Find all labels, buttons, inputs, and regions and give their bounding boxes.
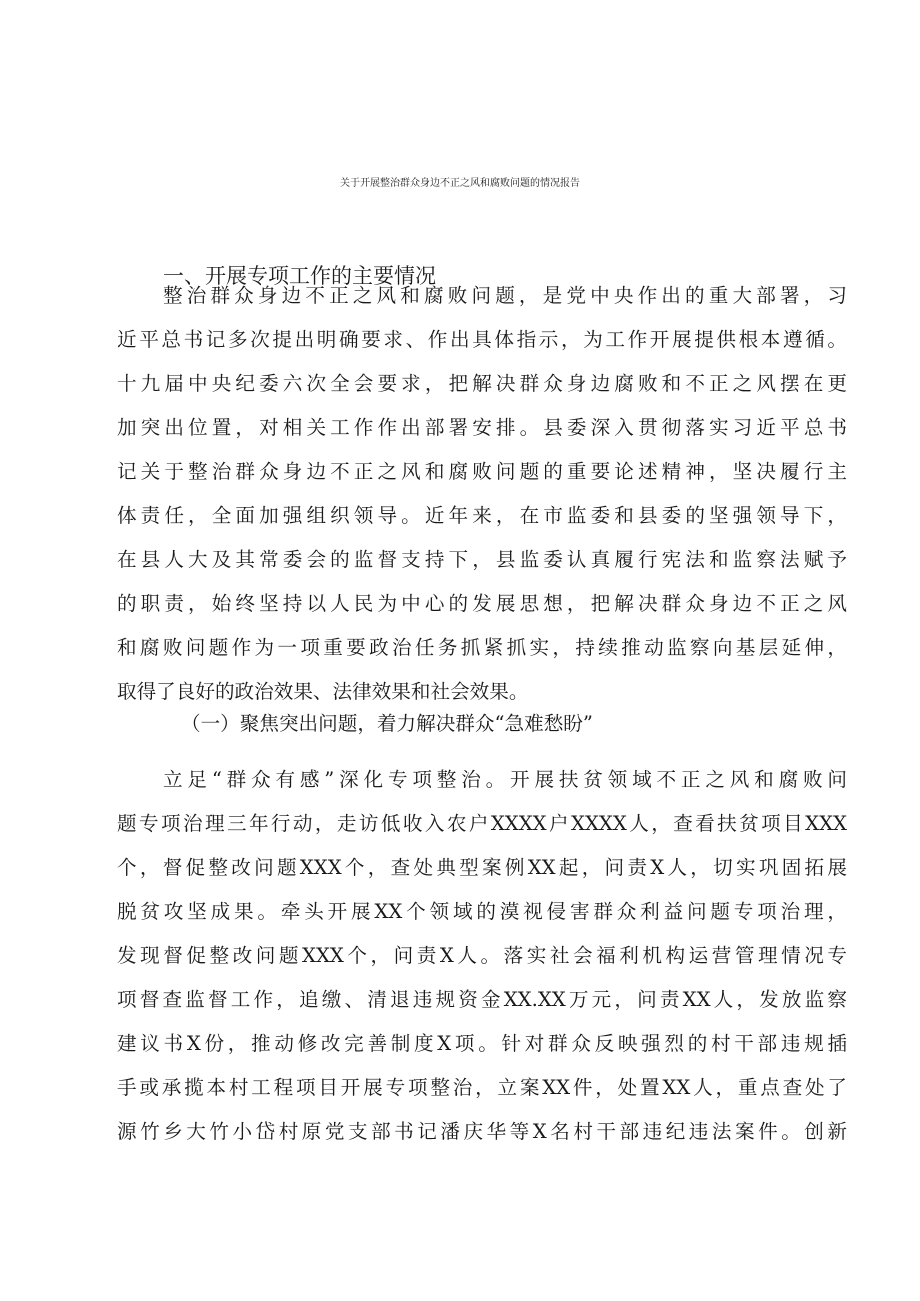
paragraph-line: 脱贫攻坚成果。牵头开展XX个领域的漠视侵害群众利益问题专项治理，: [117, 900, 847, 923]
paragraph-line: 立足“群众有感”深化专项整治。开展扶贫领域不正之风和腐败问: [163, 768, 847, 791]
paragraph-line: 建议书X份，推动修改完善制度X项。针对群众反映强烈的村干部违规插: [117, 1032, 847, 1055]
paragraph-line: 近平总书记多次提出明确要求、作出具体指示，为工作开展提供根本遵循。: [117, 328, 847, 351]
paragraph-line: 取得了良好的政治效果、法律效果和社会效果。: [117, 680, 529, 703]
paragraph-line: 在县人大及其常委会的监督支持下，县监委认真履行宪法和监察法赋予: [117, 548, 847, 571]
paragraph-line: 整治群众身边不正之风和腐败问题，是党中央作出的重大部署，习: [163, 284, 847, 307]
paragraph-line: 源竹乡大竹小岱村原党支部书记潘庆华等X名村干部违纪违法案件。创新: [117, 1120, 847, 1143]
paragraph-line: 加突出位置，对相关工作作出部署安排。县委深入贯彻落实习近平总书: [117, 416, 847, 439]
paragraph-line: 题专项治理三年行动，走访低收入农户XXXX户XXXX人，查看扶贫项目XXX: [117, 812, 847, 835]
section-heading: 一、开展专项工作的主要情况: [163, 264, 436, 288]
paragraph-line: 十九届中央纪委六次全会要求，把解决群众身边腐败和不正之风摆在更: [117, 372, 847, 395]
paragraph-line: 和腐败问题作为一项重要政治任务抓紧抓实，持续推动监察向基层延伸，: [117, 636, 847, 659]
paragraph-line: 个，督促整改问题XXX个，查处典型案例XX起，问责X人，切实巩固拓展: [117, 856, 847, 879]
paragraph-line: 发现督促整改问题XXX个，问责X人。落实社会福利机构运营管理情况专: [117, 944, 847, 967]
document-title: 关于开展整治群众身边不正之风和腐败问题的情况报告: [340, 178, 580, 189]
paragraph-line: 手或承揽本村工程项目开展专项整治，立案XX件，处置XX人，重点查处了: [117, 1076, 847, 1099]
paragraph-line: 体责任，全面加强组织领导。近年来，在市监委和县委的坚强领导下，: [117, 504, 847, 527]
paragraph-line: 记关于整治群众身边不正之风和腐败问题的重要论述精神，坚决履行主: [117, 460, 847, 483]
paragraph-line: 的职责，始终坚持以人民为中心的发展思想，把解决群众身边不正之风: [117, 592, 847, 615]
subsection-heading: （一）聚焦突出问题，着力解决群众“急难愁盼”: [181, 712, 593, 735]
paragraph-line: 项督查监督工作，追缴、清退违规资金XX.XX万元，问责XX人，发放监察: [117, 988, 847, 1011]
